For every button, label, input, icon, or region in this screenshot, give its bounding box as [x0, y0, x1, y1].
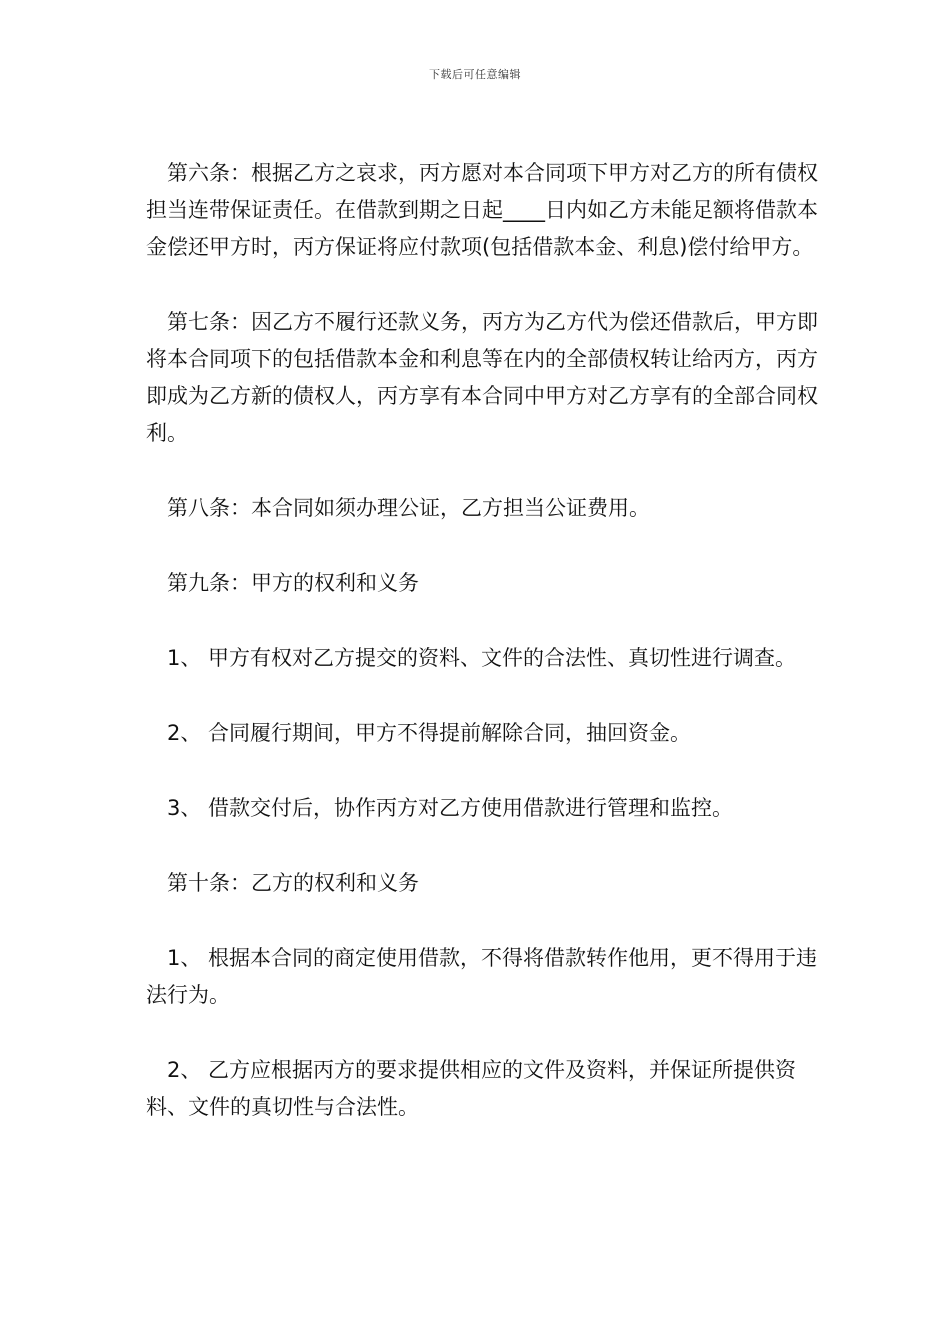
- article-7: 第七条：因乙方不履行还款义务，丙方为乙方代为偿还借款后，甲方即将本合同项下的包括借款本金和利息等在内的全部债权转让给丙方，丙方即成为乙方新的债权人，丙方享有本合同中甲方对乙方享有的全部合同权利。: [146, 310, 818, 445]
- document-body: [146, 155, 826, 1126]
- article-6: 第六条：根据乙方之哀求，丙方愿对本合同项下甲方对乙方的所有债权担当连带保证责任。在借款到期之日起____日内如乙方未能足额将借款本金偿还甲方时，丙方保证将应付款项(包括借款本金、利息)偿付给甲方。: [146, 161, 818, 259]
- article-9-heading: 第九条：甲方的权利和义务: [167, 571, 419, 595]
- article-10-item-1: 1、 根据本合同的商定使用借款，不得将借款转作他用，更不得用于违法行为。: [146, 946, 818, 1007]
- article-8: 第八条：本合同如须办理公证，乙方担当公证费用。: [167, 496, 650, 520]
- article-9-item-2: 2、 合同履行期间，甲方不得提前解除合同，抽回资金。: [167, 721, 692, 745]
- article-9-item-1: 1、 甲方有权对乙方提交的资料、文件的合法性、真切性进行调查。: [167, 646, 797, 670]
- article-9-item-3: 3、 借款交付后，协作丙方对乙方使用借款进行管理和监控。: [167, 796, 734, 820]
- article-10-item-2: 2、 乙方应根据丙方的要求提供相应的文件及资料，并保证所提供资料、文件的真切性与合法性。: [146, 1058, 797, 1119]
- page-header: 下载后可任意编辑: [429, 68, 521, 81]
- article-10-heading: 第十条：乙方的权利和义务: [167, 871, 419, 895]
